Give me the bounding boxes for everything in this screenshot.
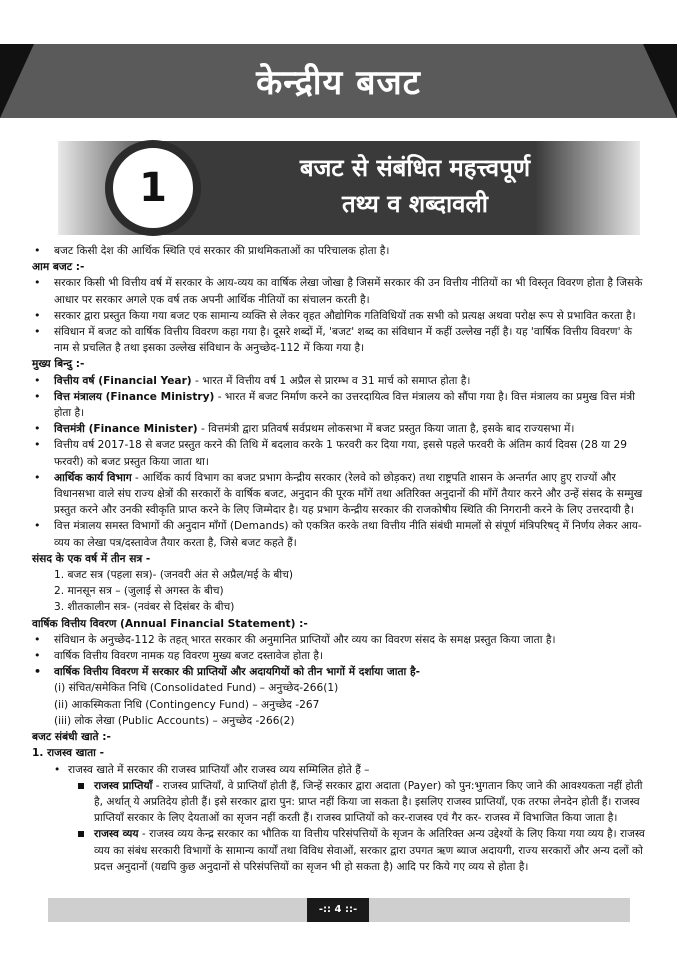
- section-heading-aam-budget: आम बजट :-: [32, 261, 85, 274]
- list-item: 2. मानसून सत्र – (जुलाई से अगस्त के बीच): [54, 585, 224, 598]
- list-item: • संविधान के अनुच्छेद-112 के तहत् भारत सरकार की अनुमानित प्राप्तियों और व्यय का विवरण संसद के समक्ष प्रस्तुत किया जाता है।: [34, 632, 556, 646]
- list-item: • वित्तमंत्री (Finance Minister) - वित्तमंत्री द्वारा प्रतिवर्ष सर्वप्रथम लोकसभा में बजट प्रस्तुत किया जाता है, इसके बाद राज्यसभा में।: [34, 422, 575, 436]
- header-bar: [0, 44, 677, 118]
- page-body: [32, 243, 645, 875]
- chapter-title-line2: तथ्य व शब्दावली: [341, 190, 489, 218]
- list-item: • सरकार किसी भी वित्तीय वर्ष में सरकार के आय-व्यय का वार्षिक लेखा जोखा है जिसमें सरकार की उन वित्तीय नीतियों का भी विस्तृत विवरण होता है जिसके आधार पर सरकार अगले एक वर्ष तक अपनी आर्थिक नीतियों का संचालन करती है।: [34, 276, 643, 306]
- list-item: • वित्तीय वर्ष (Financial Year) - भारत में वित्तीय वर्ष 1 अप्रैल से प्रारम्भ व 31 मार्च को समाप्त होता है।: [34, 373, 471, 387]
- chapter-number: 1: [105, 140, 201, 236]
- list-item: • वित्त मंत्रालय समस्त विभागों की अनुदान माँगों (Demands) को एकत्रित करके तथा वित्तीय नीति संबंधी मामलों से संपूर्ण मंत्रिपरिषद् में निर्णय लेकर आय-व्यय का लेखा पत्र/दस्तावेज तैयार करता है, जिसे बजट कहते हैं।: [34, 519, 642, 549]
- list-item: • बजट किसी देश की आर्थिक स्थिति एवं सरकार की प्राथमिकताओं का परिचालक होता है।: [34, 244, 390, 257]
- list-item: • आर्थिक कार्य विभाग - आर्थिक कार्य विभाग का बजट प्रभाग केन्द्रीय सरकार (रेलवे को छोड़कर) तथा राष्ट्रपति शासन के अन्तर्गत आए हुए राज्यों और विधानसभा वाले संघ राज्य क्षेत्रों की सरकारों के वार्षिक बजट, अनुदान की पूरक माँगें तथा अतिरिक्त अनुदानों की माँगें तैयार करने और उन्हें संसद के सम्मुख प्रस्तुत करने और उनकी स्वीकृति प्राप्त करने के लिए जिम्मेदार है। यह प्रभाग केन्द्रीय सरकार की राजकोषीय स्थिति की निगरानी करने के लिए उत्तरदायी है।: [34, 470, 643, 517]
- list-item: राजस्व व्यय - राजस्व व्यय केन्द्र सरकार का भौतिक या वित्तीय परिसंपत्तियों के सृजन के अतिरिक्त अन्य उद्देश्यों के लिए किया गया व्यय है। राजस्व व्यय का संबंध सरकारी विभागों के सामान्य कार्यों तथा विविध सेवाओं, सरकार द्वारा उपगत ऋण ब्याज अदायगी, राज्य सरकारों और अन्य दलों को प्रदत्त अनुदानों (यद्यपि कुछ अनुदानों से परिसंपत्तियों का सृजन भी हो सकता है) आदि पर किये गए व्यय से होता है।: [32, 826, 645, 875]
- list-item: • वार्षिक वित्तीय विवरण नामक यह विवरण मुख्य बजट दस्तावेज होता है।: [34, 649, 324, 663]
- chapter-title-line1: बजट से संबंधित महत्त्वपूर्ण: [299, 154, 531, 182]
- list-item: 3. शीतकालीन सत्र- (नवंबर से दिसंबर के बीच): [54, 601, 235, 614]
- section-heading-mukhya: मुख्य बिन्दु :-: [32, 358, 85, 371]
- list-item: 1. बजट सत्र (पहला सत्र)- (जनवरी अंत से अप्रैल/मई के बीच): [54, 569, 294, 582]
- list-item: राजस्व प्राप्तियाँ - राजस्व प्राप्तियाँ, वे प्राप्तियाँ होती हैं, जिन्हें सरकार द्वारा अदाता (Payer) को पुन:भुगतान किए जाने की आवश्यकता नहीं होती है, अर्थात् ये अप्रतिदेय होती हैं। इसे सरकार द्वारा पुन: प्राप्त नहीं किया जा सकता है। इसलिए राजस्व प्राप्तियाँ, एक तरफा लेनदेन होती हैं। राजस्व प्राप्तियाँ सरकार के लिए देयताओं का सृजन नहीं करती हैं। राजस्व प्राप्तियों को कर-राजस्व एवं गैर कर- राजस्व में विभाजित किया जाता है।: [32, 778, 645, 827]
- section-heading-rajasva: 1. राजस्व खाता -: [32, 747, 104, 760]
- section-heading-afs: वार्षिक वित्तीय विवरण (Annual Financial Statement) :-: [32, 617, 308, 630]
- list-item: • सरकार द्वारा प्रस्तुत किया गया बजट एक सामान्य व्यक्ति से लेकर वृहत औद्योगिक गतिविधियों तक सभी को प्रत्यक्ष अथवा परोक्ष रूप से प्रभावित करता है।: [34, 308, 636, 322]
- list-item: • संविधान में बजट को वार्षिक वित्तीय विवरण कहा गया है। दूसरे शब्दों में, 'बजट' शब्द का संविधान में कहीं उल्लेख नहीं है। यह 'वार्षिक वित्तीय विवरण' के नाम से प्रचलित है तथा इसका उल्लेख संविधान के अनुच्छेद-112 में किया गया है।: [34, 325, 632, 355]
- section-heading-khate: बजट संबंधी खाते :-: [32, 731, 111, 744]
- page-title: केन्द्रीय बजट: [256, 63, 421, 103]
- chapter-title: [230, 150, 600, 222]
- list-item: • वित्त मंत्रालय (Finance Ministry) - भारत में बजट निर्माण करने का उत्तरदायित्व वित्त मंत्रालय को सौंपा गया है। वित्त मंत्रालय का प्रमुख वित्त मंत्री होता है।: [34, 389, 635, 420]
- list-item: • वार्षिक वित्तीय विवरण में सरकार की प्राप्तियों और अदायगियों को तीन भागों में दर्शाया जाता है-: [34, 665, 420, 679]
- list-item: (ii) आकस्मिकता निधि (Contingency Fund) – अनुच्छेद -267: [54, 698, 320, 711]
- list-item: • वित्तीय वर्ष 2017-18 से बजट प्रस्तुत करने की तिथि में बदलाव करके 1 फरवरी कर दिया गया, इससे पहले फरवरी के अंतिम कार्य दिवस (28 या 29 फरवरी) को बजट प्रस्तुत किया जाता था।: [34, 438, 628, 468]
- section-heading-sansad: संसद के एक वर्ष में तीन सत्र -: [32, 552, 151, 565]
- list-item: (iii) लोक लेखा (Public Accounts) – अनुच्छेद -266(2): [54, 714, 295, 727]
- page-number: -:: 4 ::-: [307, 898, 369, 922]
- list-item: • राजस्व खाते में सरकार की राजस्व प्राप्तियाँ और राजस्व व्यय सम्मिलित होते हैं –: [54, 763, 370, 776]
- list-item: (i) संचित/समेकित निधि (Consolidated Fund) – अनुच्छेद-266(1): [54, 682, 339, 695]
